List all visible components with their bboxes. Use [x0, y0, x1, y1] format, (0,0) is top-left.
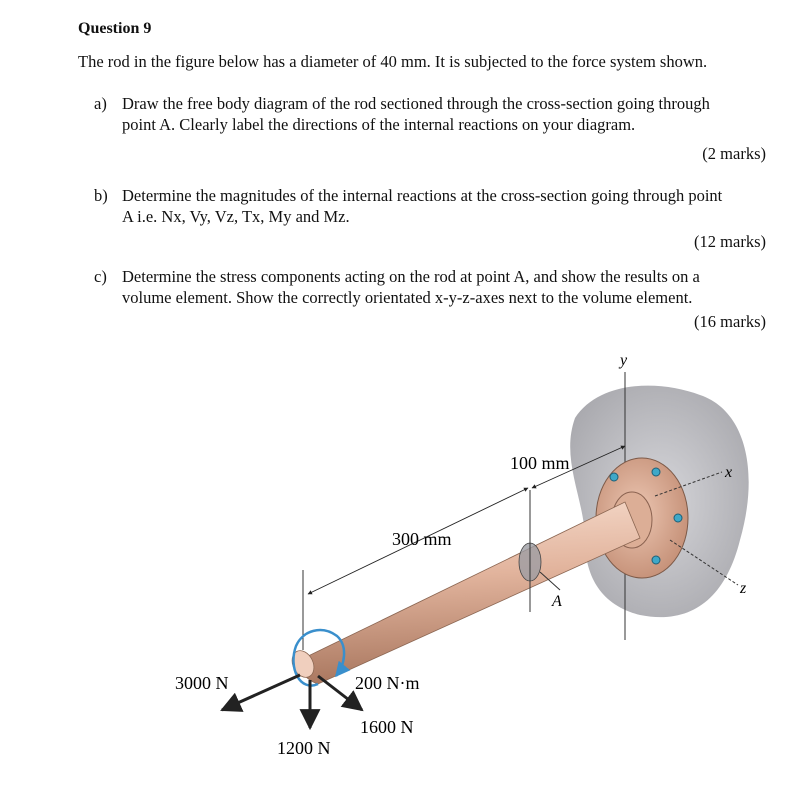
bolt-3	[674, 514, 682, 522]
rod	[300, 502, 640, 684]
part-b-line2: A i.e. Nx, Vy, Vz, Tx, My and Mz.	[122, 207, 350, 226]
force-3000-arrow	[222, 675, 300, 710]
bolt-4	[652, 556, 660, 564]
rod-figure	[0, 340, 800, 799]
force-1600-label: 1600 N	[360, 717, 414, 737]
question-intro: The rod in the figure below has a diameter of 40 mm. It is subjected to the force system shown.	[78, 52, 708, 71]
part-b-label: b)	[94, 186, 108, 205]
part-c-marks: (16 marks)	[694, 312, 766, 331]
part-b-line1: Determine the magnitudes of the internal reactions at the cross-section going through point	[122, 186, 723, 205]
part-a-marks: (2 marks)	[702, 144, 766, 163]
dim-300-label: 300 mm	[392, 529, 452, 549]
part-a-label: a)	[94, 94, 107, 113]
part-c-label: c)	[94, 267, 107, 286]
part-c-line2: volume element. Show the correctly orientated x-y-z-axes next to the volume element.	[122, 288, 693, 307]
z-axis-label: z	[740, 580, 747, 597]
force-1200-label: 1200 N	[277, 738, 331, 758]
bolt-1	[610, 473, 618, 481]
part-b-marks: (12 marks)	[694, 232, 766, 251]
question-title: Question 9	[78, 20, 152, 37]
moment-label: 200 N·m	[355, 673, 420, 693]
y-axis-label: y	[620, 352, 628, 369]
force-3000-label: 3000 N	[175, 673, 229, 693]
part-a-line2: point A. Clearly label the directions of the internal reactions on your diagram.	[122, 115, 636, 134]
part-a-line1: Draw the free body diagram of the rod sectioned through the cross-section going through	[122, 94, 710, 113]
part-c-line1: Determine the stress components acting on the rod at point A, and show the results on a	[122, 267, 700, 286]
dim-100-label: 100 mm	[510, 453, 570, 473]
bolt-2	[652, 468, 660, 476]
x-axis-label: x	[725, 464, 733, 481]
point-a-label: A	[552, 593, 562, 610]
